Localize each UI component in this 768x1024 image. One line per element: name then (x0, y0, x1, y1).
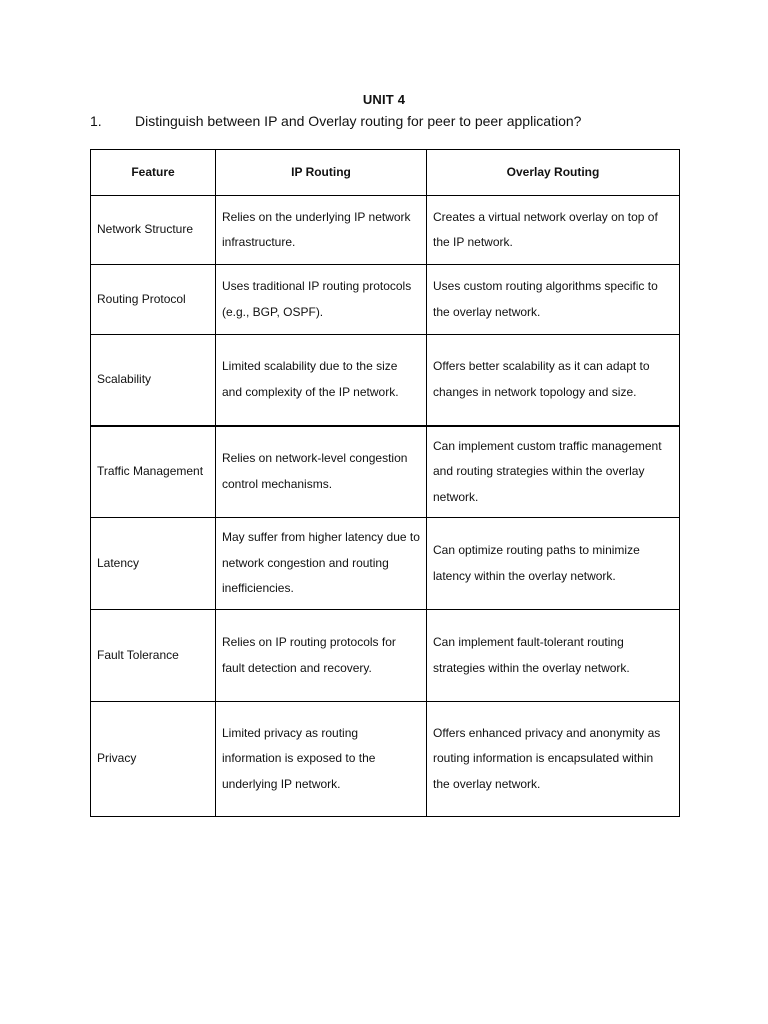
table-row (91, 265, 680, 335)
overlay-routing-cell: Uses custom routing algorithms specific to the overlay network. (427, 265, 680, 335)
ip-routing-cell: May suffer from higher latency due to network congestion and routing inefficiencies. (216, 518, 427, 610)
overlay-routing-cell: Offers enhanced privacy and anonymity as routing information is encapsulated within the overlay network. (427, 702, 680, 817)
feature-cell: Latency (91, 518, 216, 610)
ip-routing-cell: Relies on IP routing protocols for fault detection and recovery. (216, 610, 427, 702)
feature-cell: Privacy (91, 702, 216, 817)
question (90, 112, 581, 130)
unit-title: UNIT 4 (362, 92, 406, 107)
overlay-routing-cell: Offers better scalability as it can adapt to changes in network topology and size. (427, 335, 680, 426)
table-row (91, 610, 680, 702)
comparison-table (90, 149, 680, 817)
header-ip-routing: IP Routing (216, 150, 427, 196)
table-header-row (91, 150, 680, 196)
feature-cell: Traffic Management (91, 426, 216, 518)
overlay-routing-cell: Can implement custom traffic management and routing strategies within the overlay network. (427, 426, 680, 518)
header-overlay-routing: Overlay Routing (427, 150, 680, 196)
ip-routing-cell: Limited scalability due to the size and complexity of the IP network. (216, 335, 427, 426)
table-row (91, 196, 680, 265)
question-number: 1. (90, 113, 102, 129)
overlay-routing-cell: Can implement fault-tolerant routing strategies within the overlay network. (427, 610, 680, 702)
ip-routing-cell: Limited privacy as routing information is exposed to the underlying IP network. (216, 702, 427, 817)
table-row (91, 426, 680, 518)
feature-cell: Routing Protocol (91, 265, 216, 335)
overlay-routing-cell: Can optimize routing paths to minimize latency within the overlay network. (427, 518, 680, 610)
table-row (91, 518, 680, 610)
comparison-table-wrapper (90, 149, 679, 817)
overlay-routing-cell: Creates a virtual network overlay on top of the IP network. (427, 196, 680, 265)
question-text: Distinguish between IP and Overlay routing for peer to peer application? (135, 113, 582, 129)
feature-cell: Network Structure (91, 196, 216, 265)
table-row (91, 702, 680, 817)
ip-routing-cell: Uses traditional IP routing protocols (e.g., BGP, OSPF). (216, 265, 427, 335)
feature-cell: Fault Tolerance (91, 610, 216, 702)
table-row (91, 335, 680, 426)
feature-cell: Scalability (91, 335, 216, 426)
header-feature: Feature (91, 150, 216, 196)
ip-routing-cell: Relies on the underlying IP network infrastructure. (216, 196, 427, 265)
ip-routing-cell: Relies on network-level congestion control mechanisms. (216, 426, 427, 518)
